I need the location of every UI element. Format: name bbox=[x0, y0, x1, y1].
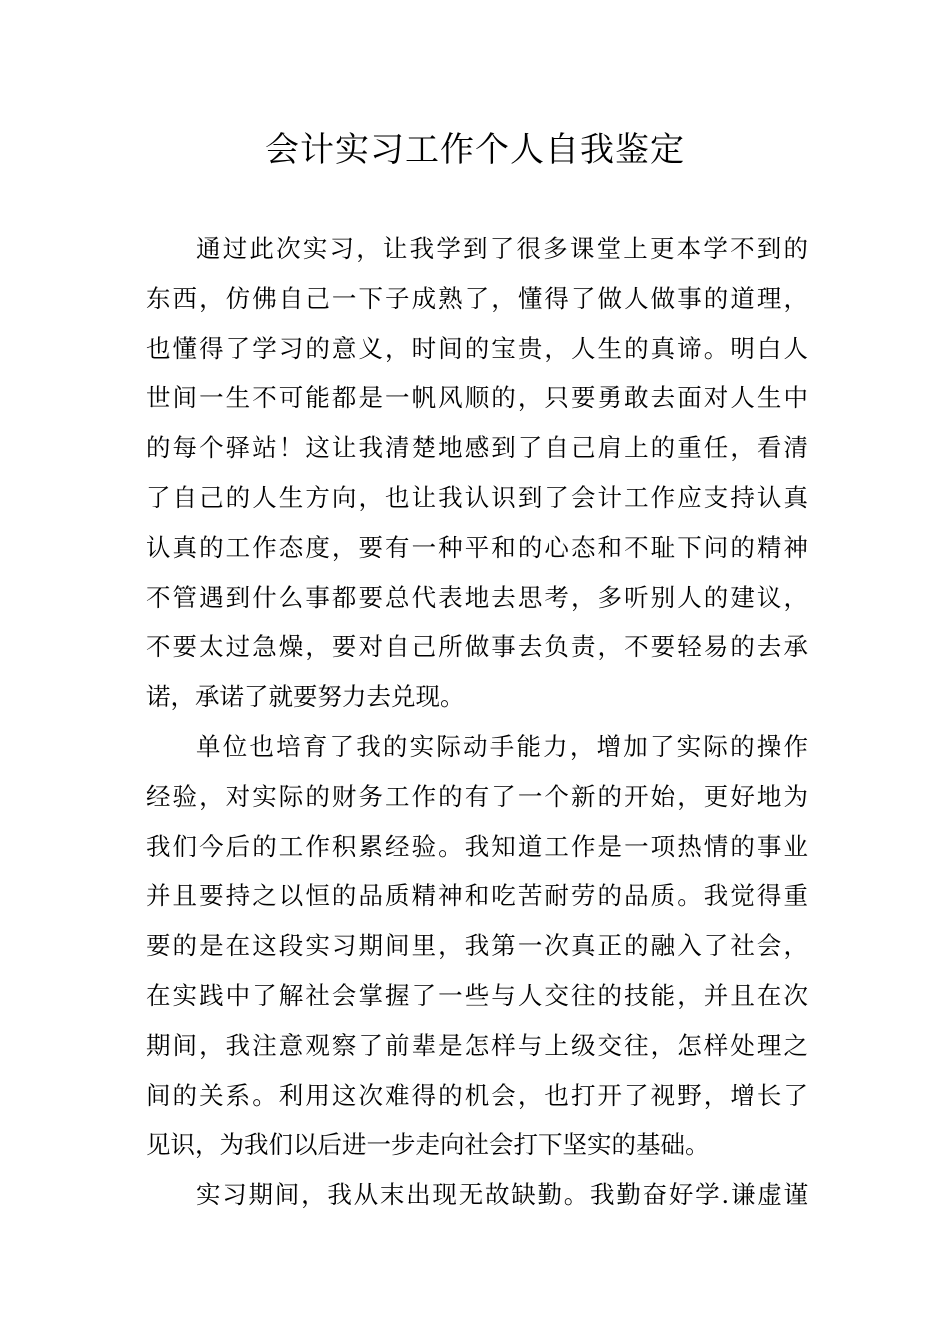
text-line: 不管遇到什么事都要总代表地去思考，多听别人的建议， bbox=[146, 582, 808, 612]
paragraph-3 bbox=[146, 1170, 808, 1220]
document-title: 会计实习工作个人自我鉴定 bbox=[265, 130, 685, 170]
text-line: 东西，仿佛自己一下子成熟了，懂得了做人做事的道理， bbox=[146, 283, 808, 313]
text-line: 在实践中了解社会掌握了一些与人交往的技能，并且在次 bbox=[146, 980, 808, 1010]
text-line: 也懂得了学习的意义，时间的宝贵，人生的真谛。明白人 bbox=[146, 333, 808, 363]
text-line: 通过此次实习，让我学到了很多课堂上更本学不到的 bbox=[196, 234, 808, 263]
text-line: 要的是在这段实习期间里，我第一次真正的融入了社会， bbox=[146, 931, 808, 961]
text-line: 单位也培育了我的实际动手能力，增加了实际的操作 bbox=[196, 731, 808, 761]
text-line: 期间，我注意观察了前辈是怎样与上级交往，怎样处理之 bbox=[146, 1030, 808, 1060]
document-body bbox=[146, 224, 808, 1220]
text-line: 的每个驿站！这让我清楚地感到了自己肩上的重任，看清 bbox=[146, 433, 808, 463]
text-line: 间的关系。利用这次难得的机会，也打开了视野，增长了 bbox=[146, 1080, 808, 1110]
text-line: 经验，对实际的财务工作的有了一个新的开始，更好地为 bbox=[146, 781, 808, 811]
text-line: 认真的工作态度，要有一种平和的心态和不耻下问的精神 bbox=[146, 532, 808, 562]
text-line: 见识，为我们以后进一步走向社会打下坚实的基础。 bbox=[146, 1130, 710, 1160]
text-line: 实习期间，我从末出现无故缺勤。我勤奋好学.谦虚谨 bbox=[196, 1180, 808, 1210]
text-line: 诺，承诺了就要努力去兑现。 bbox=[146, 682, 465, 712]
text-line: 我们今后的工作积累经验。我知道工作是一项热情的事业 bbox=[146, 831, 808, 861]
paragraph-2 bbox=[146, 722, 808, 1170]
text-line: 世间一生不可能都是一帆风顺的，只要勇敢去面对人生中 bbox=[146, 383, 808, 413]
paragraph-1 bbox=[146, 224, 808, 722]
text-line: 不要太过急燥，要对自己所做事去负责，不要轻易的去承 bbox=[146, 632, 808, 662]
text-line: 了自己的人生方向，也让我认识到了会计工作应支持认真 bbox=[146, 482, 808, 512]
text-line: 并且要持之以恒的品质精神和吃苦耐劳的品质。我觉得重 bbox=[146, 881, 808, 911]
